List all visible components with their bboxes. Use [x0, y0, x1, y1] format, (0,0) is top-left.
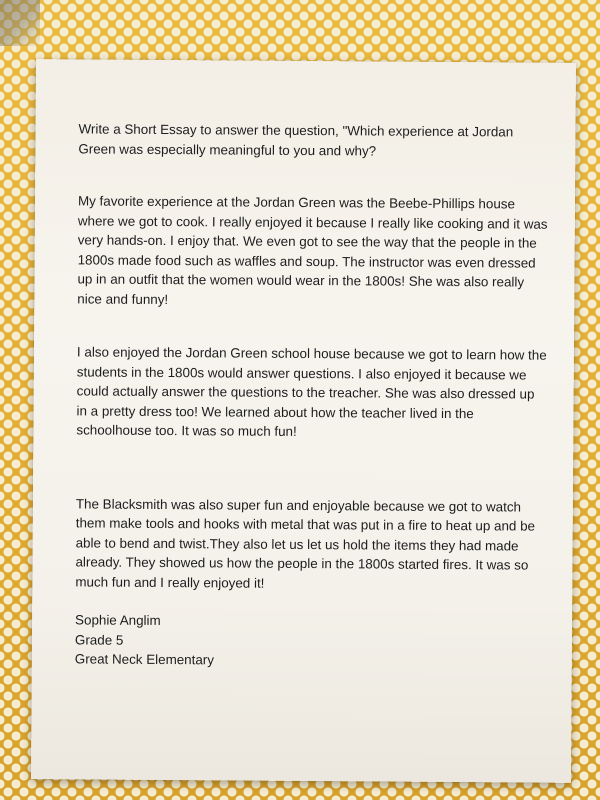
paragraph-schoolhouse: I also enjoyed the Jordan Green school house because we got to learn how the students in the 1800s would answer questions. I also enjoyed it because we could actually answer the questions to the treacher. She was also dressed up in a pretty dress too! We learned about how the teacher lived in the schoolhouse too. It was so much fun!: [76, 344, 547, 439]
essay-paper: [31, 59, 576, 783]
paragraph-blacksmith: The Blacksmith was also super fun and enjoyable because we got to watch them make tools and hooks with metal that was put in a fire to heat up and be able to bend and twist.They also let us let us hold the items they had made already. They showed us how the people in the 1800s started fires. It was so much fun and I really enjoyed it!: [75, 495, 536, 591]
paragraph-cooking: My favorite experience at the Jordan Green was the Beebe-Phillips house where we got to cook. I really enjoyed it because I really like cooking and it was very hands-on. I enjoy that. We even got to see the way that the people in the 1800s made food such as waffles and soup. The instructor was even dressed up in an outfit that the women would wear in the 1800s! She was also really nice and funny!: [77, 193, 548, 307]
essay-content: [75, 119, 549, 672]
author-grade: Grade 5: [74, 631, 124, 648]
author-school: Great Neck Elementary: [74, 651, 215, 668]
table-edge: [0, 0, 40, 46]
essay-prompt: Write a Short Essay to answer the question, "Which experience at Jordan Green was especially meaningful to you and why?: [78, 121, 514, 158]
signature-block: [75, 610, 545, 672]
author-name: Sophie Anglim: [75, 612, 161, 628]
